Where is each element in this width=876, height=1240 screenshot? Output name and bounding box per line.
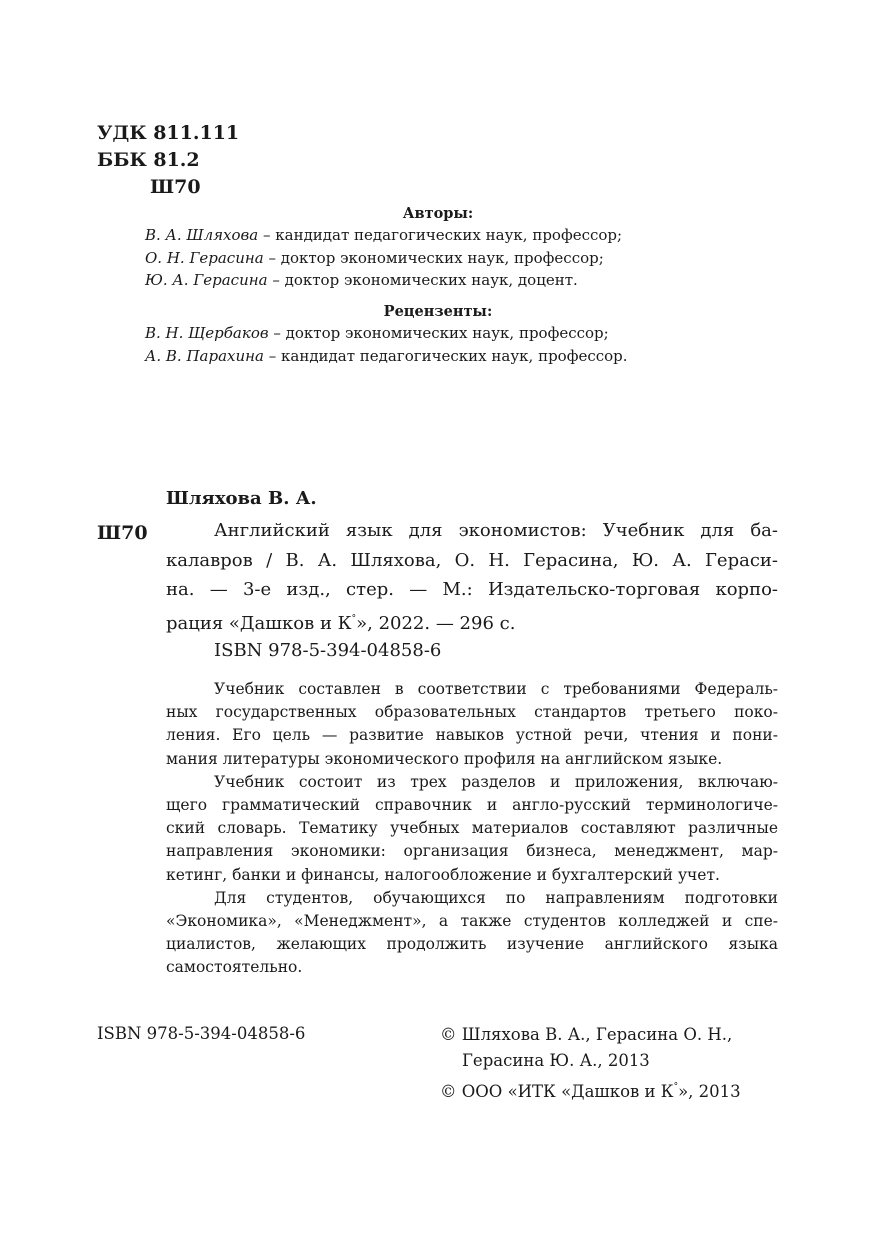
author-line — [145, 269, 622, 292]
publisher-superscript: ° — [351, 613, 357, 624]
copyright-year: », 2013 — [678, 1082, 741, 1101]
annotation — [166, 678, 778, 979]
annotation-line: Учебник составлен в соответствии с требованиями Федераль- — [214, 680, 778, 698]
author-cutter-mark: Ш70 — [150, 176, 201, 198]
author-description: – доктор экономических наук, доцент. — [267, 271, 578, 289]
annotation-line: ления. Его цель — развитие навыков устной речи, чтения и пони- — [166, 726, 778, 745]
author-line — [145, 247, 622, 270]
entry-isbn: ISBN 978-5-394-04858-6 — [214, 640, 442, 661]
author-line — [145, 224, 622, 247]
bib-line — [166, 605, 778, 635]
annotation-line: Для студентов, обучающихся по направлениям подготовки — [214, 888, 778, 907]
author-name: О. Н. Герасина — [145, 248, 264, 267]
annotation-line: ных государственных образовательных стандартов третьего поко- — [166, 703, 778, 722]
reviewer-description: – кандидат педагогических наук, профессор. — [263, 346, 628, 365]
authors-heading: Авторы: — [402, 205, 474, 222]
bib-line: на. — 3-е изд., стер. — М.: Издательско-торговая корпо- — [166, 579, 778, 600]
entry-author: Шляхова В. А. — [166, 488, 317, 509]
reviewer-description: – доктор экономических наук, профессор; — [268, 324, 609, 342]
copyright-publisher-text: © ООО «ИТК «Дашков и К — [440, 1082, 674, 1101]
annotation-line: циалистов, желающих продолжить изучение английского языка — [166, 935, 778, 954]
author-name: Ю. А. Герасина — [145, 271, 268, 289]
reviewer-line — [145, 345, 628, 368]
udk-code: УДК 811.111 — [97, 122, 240, 144]
authors-list — [145, 224, 622, 292]
reviewer-name: В. Н. Щербаков — [145, 324, 269, 342]
bib-line: Английский язык для экономистов: Учебник для ба- — [214, 520, 778, 541]
bib-publisher-text: рация «Дашков и К — [166, 612, 352, 634]
bib-year-pages: », 2022. — 296 с. — [356, 612, 516, 634]
copyright-superscript: ° — [673, 1082, 679, 1092]
annotation-line: кетинг, банки и финансы, налогообложение и бухгалтерский учет. — [166, 865, 720, 884]
reviewer-line — [145, 322, 628, 345]
bib-line: калавров / В. А. Шляхова, О. Н. Герасина, Ю. А. Гераси- — [166, 549, 778, 571]
author-description: – доктор экономических наук, профессор; — [263, 248, 604, 267]
copyright-block — [440, 1022, 741, 1100]
reviewer-name: А. В. Парахина — [145, 346, 264, 365]
copyright-line — [440, 1074, 741, 1100]
annotation-line: мания литературы экономического профиля на английском языке. — [166, 749, 723, 768]
annotation-line: «Экономика», «Менеджмент», а также студентов колледжей и спе- — [166, 911, 778, 930]
annotation-line: ский словарь. Тематику учебных материалов составляют различные — [166, 819, 778, 838]
copyright-line: Герасина Ю. А., 2013 — [462, 1051, 650, 1070]
annotation-line: Учебник состоит из трех разделов и приложения, включаю- — [214, 772, 778, 791]
annotation-line: щего грамматический справочник и англо-русский терминологиче- — [166, 795, 778, 814]
author-name: В. А. Шляхова — [145, 226, 259, 244]
bbk-code: ББК 81.2 — [97, 149, 200, 171]
bibliographic-description — [166, 516, 778, 634]
annotation-line: самостоятельно. — [166, 958, 303, 977]
annotation-line: направления экономики: организация бизнеса, менеджмент, мар- — [166, 842, 778, 861]
copyright-line: © Шляхова В. А., Герасина О. Н., — [440, 1025, 733, 1044]
reviewers-list — [145, 322, 628, 367]
bottom-isbn: ISBN 978-5-394-04858-6 — [97, 1024, 306, 1043]
author-description: – кандидат педагогических наук, профессор; — [258, 226, 623, 244]
reviewers-heading: Рецензенты: — [383, 303, 493, 320]
entry-cutter-mark: Ш70 — [97, 522, 148, 544]
